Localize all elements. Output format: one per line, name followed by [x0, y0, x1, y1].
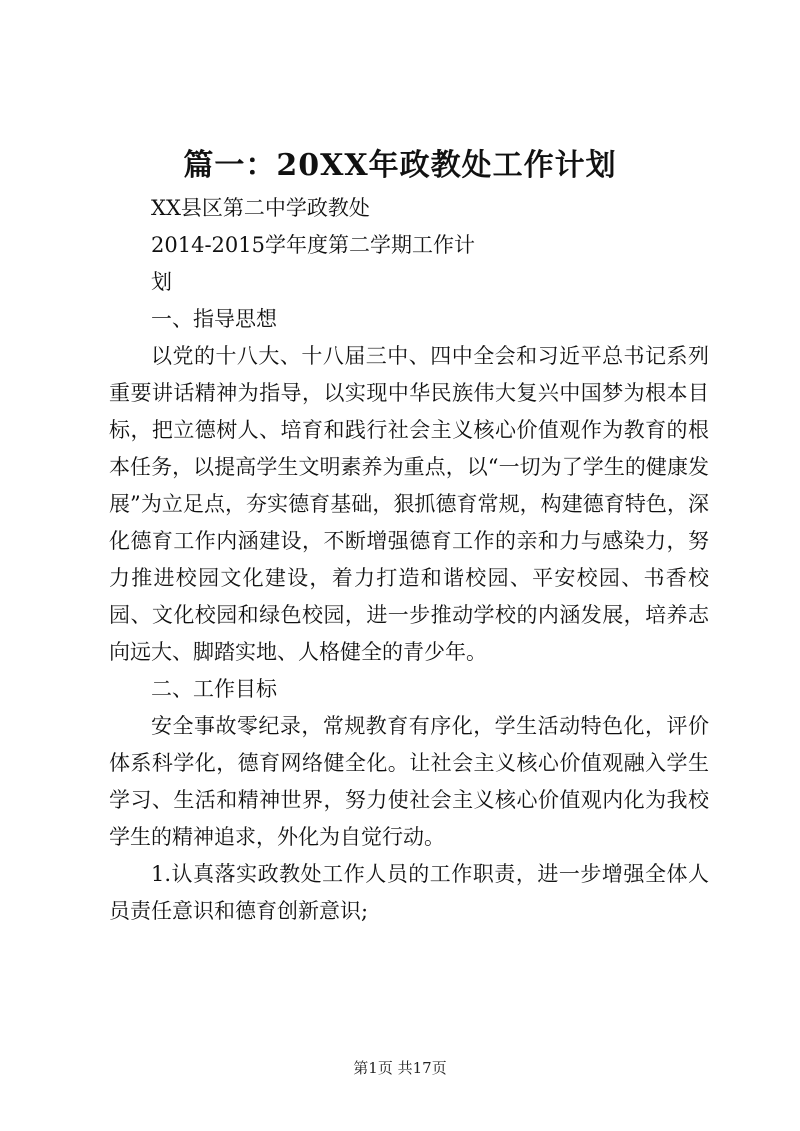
list-item-1: 1.认真落实政教处工作人员的工作职责，进一步增强全体人员责任意识和德育创新意识;: [109, 862, 709, 923]
section-heading-guiding-ideology: 一、指导思想: [151, 307, 277, 331]
document-title: 篇一：20XX年政教处工作计划: [183, 148, 617, 183]
section-heading-work-goals: 二、工作目标: [151, 677, 277, 701]
header-line-term-continued: 划: [151, 270, 172, 294]
page-footer: 第1页 共17页: [353, 1059, 447, 1077]
header-line-school: XX县区第二中学政教处: [151, 196, 370, 220]
header-line-term: 2014-2015学年度第二学期工作计: [151, 233, 475, 257]
section-paragraph-guiding-ideology: 以党的十八大、十八届三中、四中全会和习近平总书记系列重要讲话精神为指导，以实现中华民族伟大复兴中国梦为根本目标，把立德树人、培育和践行社会主义核心价值观作为教育的根本任务，以提高学生文明素养为重点，以“一切为了学生的健康发展”为立足点，夯实德育基础，狠抓德育常规，构建德育特色，深化德育工作内涵建设，不断增强德育工作的亲和力与感染力，努力推进校园文化建设，着力打造和谐校园、平安校园、书香校园、文化校园和绿色校园，进一步推动学校的内涵发展，培养志向远大、脚踏实地、人格健全的青少年。: [109, 344, 709, 664]
document-body: [109, 190, 709, 930]
section-paragraph-work-goals: 安全事故零纪录，常规教育有序化，学生活动特色化，评价体系科学化，德育网络健全化。让社会主义核心价值观融入学生学习、生活和精神世界，努力使社会主义核心价值观内化为我校学生的精神追求，外化为自觉行动。: [109, 714, 709, 849]
